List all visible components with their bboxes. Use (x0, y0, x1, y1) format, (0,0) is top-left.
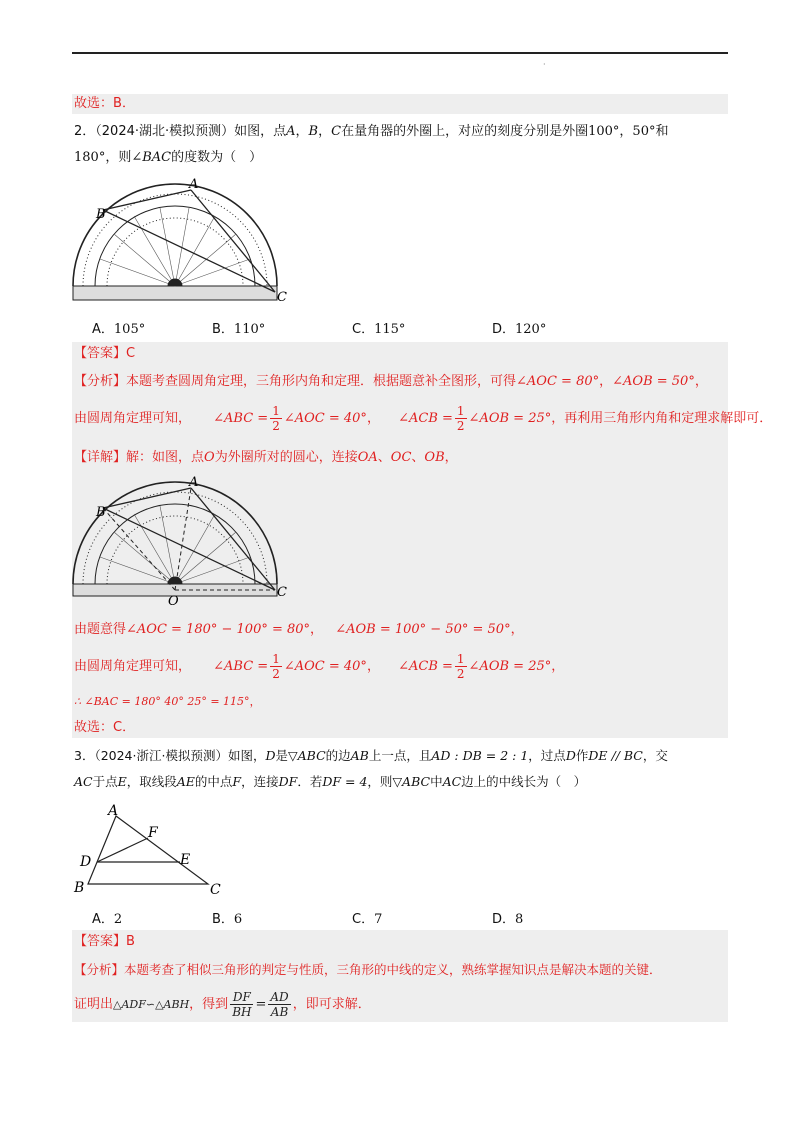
q3-answer: 【答案】B (74, 934, 135, 949)
q3-option-b[interactable]: B．6 (212, 912, 243, 927)
q2-analysis-line1: 【分析】本题考查圆周角定理，三角形内角和定理．根据题意补全图形，可得∠AOC = 80°，∠AOB = 50°， (74, 374, 708, 389)
protractor-figure-1 (70, 174, 300, 306)
q2-option-d[interactable]: D．120° (492, 322, 547, 337)
q3-analysis-line1: 【分析】本题考查了相似三角形的判定与性质，三角形的中线的定义，熟练掌握知识点是解决本题的关键． (74, 962, 662, 977)
fig3-label-E: E (180, 852, 191, 868)
q3-option-a[interactable]: A．2 (92, 912, 123, 927)
q1-conclusion: 故选：B． (72, 94, 728, 114)
fig3-label-F: F (148, 825, 158, 841)
fig3-label-B: B (74, 880, 85, 896)
fig1-label-C: C (277, 290, 287, 305)
fig1-label-A: A (189, 177, 199, 192)
q2-analysis-line2: 由圆周角定理可知， ∠ABC = $\frac{1}{2}$ ∠AOC = 40°， ∠ACB = $\frac{1}{2}$ ∠AOB = 25°，再利用三角形内角和定理求解即可． (74, 404, 773, 433)
fig3-label-A: A (108, 803, 119, 819)
q3-option-c[interactable]: C．7 (352, 912, 383, 927)
q3-stem-line1: 3．（2024·浙江·模拟预测）如图，D是▽ABC的边AB上一点，且AD : DB = 2 : 1，过点D作DE // BC，交 (74, 748, 668, 763)
fig2-label-B: B (96, 505, 106, 520)
fig2-label-A: A (189, 475, 199, 490)
fig1-label-B: B (96, 207, 106, 222)
q2-detail-line3: 由圆周角定理可知， ∠ABC = $\frac{1}{2}$ ∠AOC = 40°， ∠ACB = $\frac{1}{2}$ ∠AOB = 25°， (74, 652, 565, 681)
q2-answer: 【答案】C (74, 346, 136, 361)
triangle-figure (70, 800, 230, 896)
q2-option-b[interactable]: B．110° (212, 322, 266, 337)
q2-conclusion: 故选：C． (74, 720, 136, 735)
fig3-label-C: C (210, 882, 221, 896)
header-dot: · (543, 60, 546, 69)
q3-option-d[interactable]: D．8 (492, 912, 524, 927)
q2-detail-line4: ∴ ∠BAC = 180° 40° 25° = 115°， (74, 695, 261, 708)
q2-detail-line1: 【详解】解：如图，点O为外圈所对的圆心，连接OA、OC、OB， (74, 450, 458, 465)
protractor-figure-2 (70, 472, 300, 608)
q2-option-c[interactable]: C．115° (352, 322, 406, 337)
fig3-label-D: D (80, 854, 92, 870)
header-rule (72, 52, 728, 54)
q2-detail-line2: 由题意得∠AOC = 180° − 100° = 80°， ∠AOB = 100° − 50° = 50°， (74, 622, 524, 637)
q2-option-a[interactable]: A．105° (92, 322, 146, 337)
fig2-label-O: O (168, 594, 179, 608)
q2-stem-line1: 2．（2024·湖北·模拟预测）如图，点A，B，C在量角器的外圈上，对应的刻度分别是外圈100°，50°和 (74, 124, 669, 139)
q3-stem-line2: AC于点E，取线段AE的中点F，连接DF．若DF = 4，则▽ABC中AC边上的中线长为（ ） (74, 774, 587, 789)
q3-analysis-line2: 证明出△ADF∽△ABH，得到 $\frac{DF}{BH}$ = $\frac{AD}{AB}$ ，即可求解． (74, 990, 371, 1019)
q2-stem-line2: 180°，则∠BAC的度数为（ ） (74, 150, 263, 165)
fig2-label-C: C (277, 585, 287, 600)
